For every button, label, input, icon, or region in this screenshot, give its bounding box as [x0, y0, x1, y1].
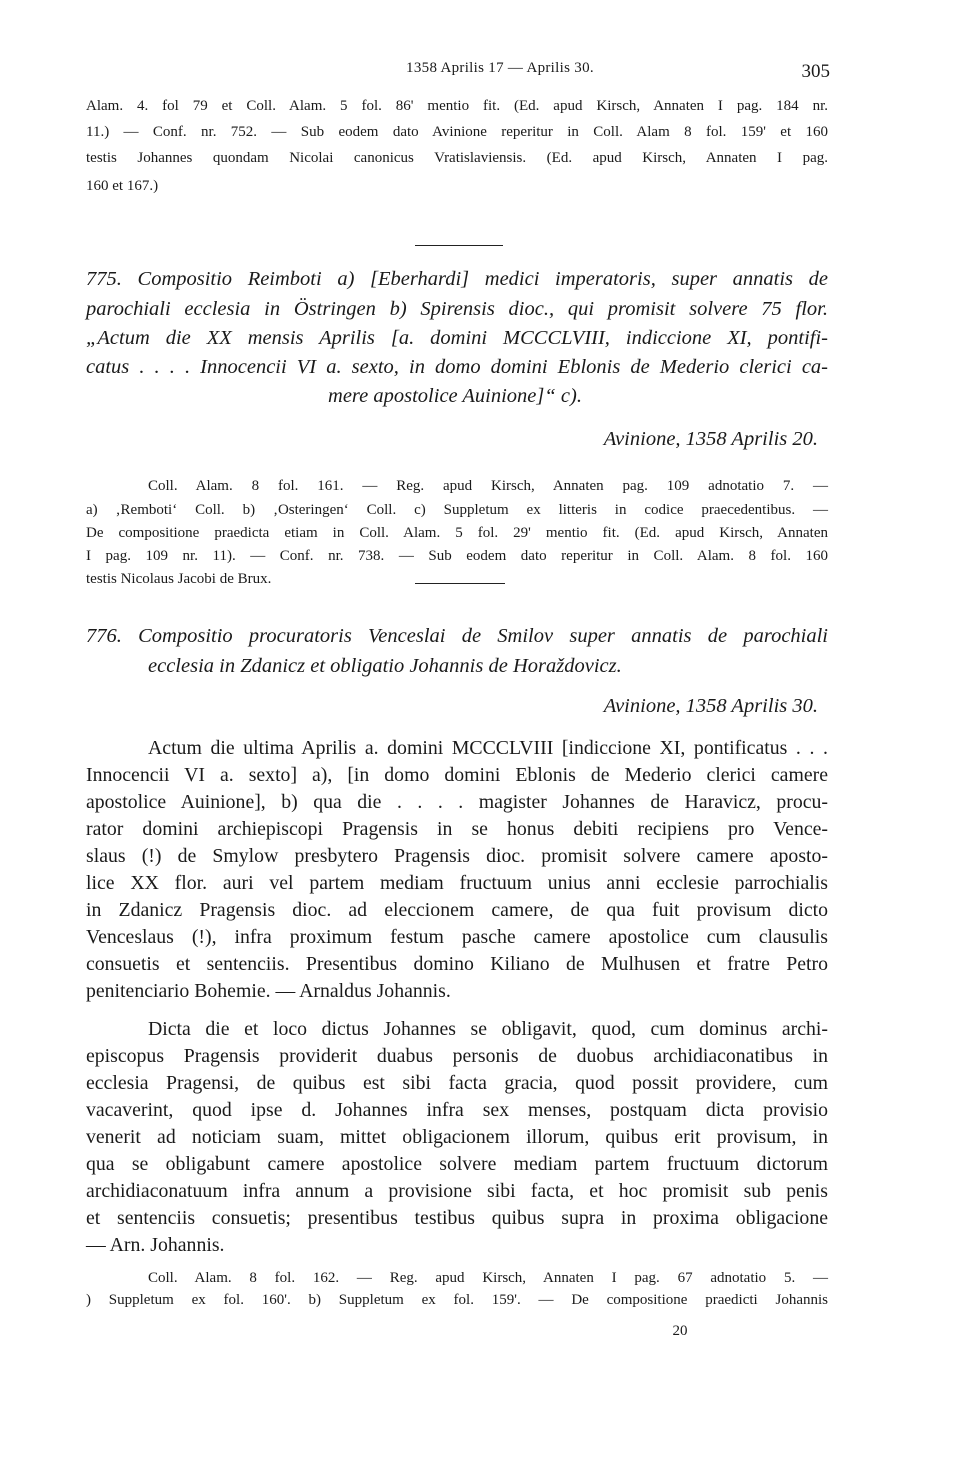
top-note-line: 11.) — Conf. nr. 752. — Sub eodem dato Avinione reperitur in Coll. Alam 8 fol. 159' et 160 [86, 124, 828, 140]
entry-775-note-line: Coll. Alam. 8 fol. 161. — Reg. apud Kirsch, Annaten pag. 109 adnotatio 7. — [148, 478, 828, 494]
paragraph-line: vacaverint, quod ipse d. Johannes infra sex menses, postquam dicta provisio [86, 1099, 828, 1121]
entry-776-note-line: Coll. Alam. 8 fol. 162. — Reg. apud Kirsch, Annaten I pag. 67 adnotatio 5. — [148, 1270, 828, 1286]
paragraph-line: qua se obligabunt camere apostolice solvere mediam partem fructuum dictorum [86, 1153, 828, 1175]
entry-776-number: 776. [86, 625, 122, 647]
paragraph-line: lice XX flor. auri vel partem mediam fructuum unius anni ecclesie parrochialis [86, 872, 828, 894]
paragraph-line: Dicta die et loco dictus Johannes se obligavit, quod, cum dominus archi- [148, 1018, 828, 1040]
paragraph-line: episcopus Pragensis providerit duabus personis de duobus archidiaconatibus in [86, 1045, 828, 1067]
paragraph-line: — Arn. Johannis. [86, 1234, 225, 1256]
entry-776-title-line: ecclesia in Zdanicz et obligatio Johannis de Horaždovicz. [148, 655, 622, 677]
paragraph-line: et sentenciis consuetis; presentibus testibus quibus supra in proxima obligacione [86, 1207, 828, 1229]
entry-775-title-line [86, 268, 828, 291]
entry-775-title-line: mere apostolice Auinione]“ c). [328, 385, 582, 407]
paragraph-line: venerit ad noticiam suam, mittet obligacionem illorum, quibus erit provisum, in [86, 1126, 828, 1148]
entry-775-note-line: a) ‚Remboti‘ Coll. b) ‚Osteringen‘ Coll. c) Suppletum ex litteris in codice praecedentibus. — [86, 502, 828, 518]
paragraph-line: penitenciario Bohemie. — Arnaldus Johannis. [86, 980, 451, 1002]
entry-776-date: Avinione, 1358 Aprilis 30. [603, 695, 818, 717]
paragraph-line: rator domini archiepiscopi Pragensis in se honus debiti recipiens pro Vence- [86, 818, 828, 840]
paragraph-line: in Zdanicz Pragensis dioc. ad eleccionem camere, de qua fuit provisum dicto [86, 899, 828, 921]
signature-mark: 20 [672, 1323, 688, 1339]
paragraph-line: slaus (!) de Smylow presbytero Pragensis dioc. promisit solvere camere aposto- [86, 845, 828, 867]
paragraph-line: archidiaconatuum infra annum a provisione sibi facta, et hoc promisit sub penis [86, 1180, 828, 1202]
entry-775-title-line: „Actum die XX mensis Aprilis [a. domini MCCCLVIII, indiccione XI, pontifi- [86, 327, 828, 349]
paragraph-line: Actum die ultima Aprilis a. domini MCCCLVIII [indiccione XI, pontificatus . . . [148, 737, 828, 759]
entry-775-title-text: Compositio Reimboti a) [Eberhardi] medici imperatoris, super annatis de [137, 268, 828, 290]
top-note-line: testis Johannes quondam Nicolai canonicus Vratislaviensis. (Ed. apud Kirsch, Annaten I pag. [86, 150, 828, 166]
separator-rule [415, 245, 503, 246]
paragraph-line: consuetis et sentenciis. Presentibus domino Kiliano de Mulhusen et fratre Petro [86, 953, 828, 975]
paragraph-line: apostolice Auinione], b) qua die . . . . magister Johannes de Haravicz, procu- [86, 791, 828, 813]
entry-775-date: Avinione, 1358 Aprilis 20. [603, 428, 818, 450]
entry-776-title-line [86, 625, 828, 648]
separator-rule [415, 583, 505, 584]
entry-775-note-line: I pag. 109 nr. 11). — Conf. nr. 738. — Sub eodem dato reperitur in Coll. Alam. 8 fol. 160 [86, 548, 828, 564]
paragraph-line: Venceslaus (!), infra proximum festum pasche camere apostolice cum clausulis [86, 926, 828, 948]
entry-776-note-line: ) Suppletum ex fol. 160'. b) Suppletum ex fol. 159'. — De compositione praedicti Johannis [86, 1292, 828, 1308]
running-head: 1358 Aprilis 17 — Aprilis 30. [406, 60, 594, 76]
page-number: 305 [801, 61, 830, 82]
top-note-line: 160 et 167.) [86, 178, 159, 194]
entry-775-title-line: catus . . . . Innocencii VI a. sexto, in domo domini Eblonis de Mederio clerici ca- [86, 356, 828, 378]
entry-775-note-line: De compositione praedicta etiam in Coll. Alam. 5 fol. 29' mentio fit. (Ed. apud Kirsch, Annaten [86, 525, 828, 541]
entry-776-title-text: Compositio procuratoris Venceslai de Smilov super annatis de parochiali [138, 625, 828, 647]
entry-775-title-line: parochiali ecclesia in Östringen b) Spirensis dioc., qui promisit solvere 75 flor. [86, 298, 828, 320]
entry-775-number: 775. [86, 268, 122, 290]
entry-775-note-line: testis Nicolaus Jacobi de Brux. [86, 571, 272, 587]
paragraph-line: Innocencii VI a. sexto] a), [in domo domini Eblonis de Mederio clerici camere [86, 764, 828, 786]
top-note-line: Alam. 4. fol 79 et Coll. Alam. 5 fol. 86' mentio fit. (Ed. apud Kirsch, Annaten I pag. 184 nr. [86, 98, 828, 114]
paragraph-line: ecclesia Pragensi, de quibus est sibi facta gracia, quod possit providere, cum [86, 1072, 828, 1094]
